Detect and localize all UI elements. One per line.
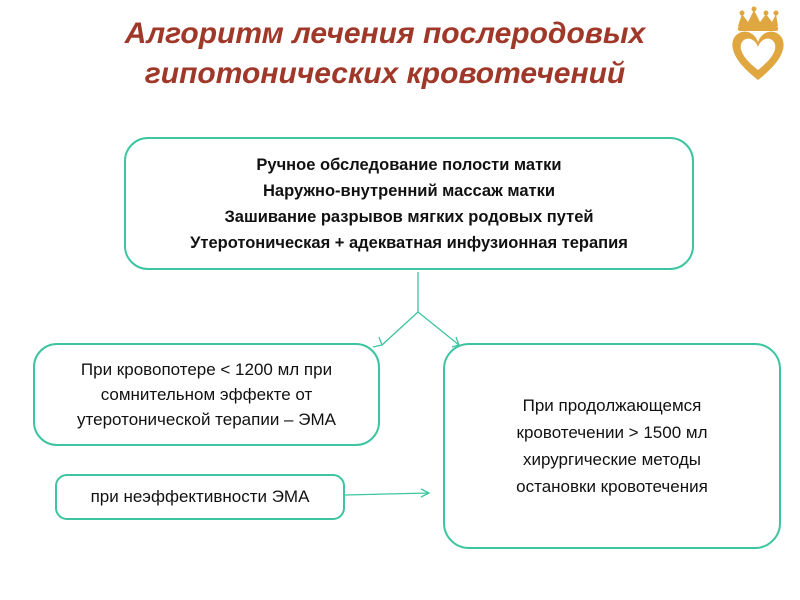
right-line-4: остановки кровотечения	[516, 477, 708, 496]
title-line-2: гипотонических кровотечений	[144, 57, 626, 90]
left-line-2: сомнительном эффекте от	[100, 385, 313, 404]
title-line-1: Алгоритм лечения послеродовых	[124, 17, 646, 50]
main-step-4: Утеротоническая + адекватная инфузионная терапия	[190, 233, 628, 252]
left-line-3: утеротонической терапии – ЭМА	[77, 410, 336, 429]
right-line-2: кровотечении > 1500 мл	[516, 423, 708, 442]
left-line-1: При кровопотере < 1200 мл при	[80, 360, 333, 379]
main-step-1: Ручное обследование полости матки	[256, 155, 562, 174]
ema-ineffective-box	[55, 474, 345, 520]
ema-ineffective-text: при неэффективности ЭМА	[90, 487, 310, 506]
ema-condition-box	[33, 343, 380, 446]
main-step-2: Наружно-внутренний массаж матки	[262, 181, 556, 200]
arrowhead-left	[373, 337, 382, 347]
connector-to-right	[418, 312, 459, 345]
right-line-3: хирургические методы	[522, 450, 702, 469]
connector-ema-to-right	[345, 493, 429, 495]
surgical-methods-box	[443, 343, 781, 549]
right-line-1: При продолжающемся	[522, 396, 702, 415]
connector-to-left	[382, 312, 418, 345]
main-step-3: Зашивание разрывов мягких родовых путей	[224, 207, 594, 226]
main-treatment-box	[124, 137, 694, 270]
